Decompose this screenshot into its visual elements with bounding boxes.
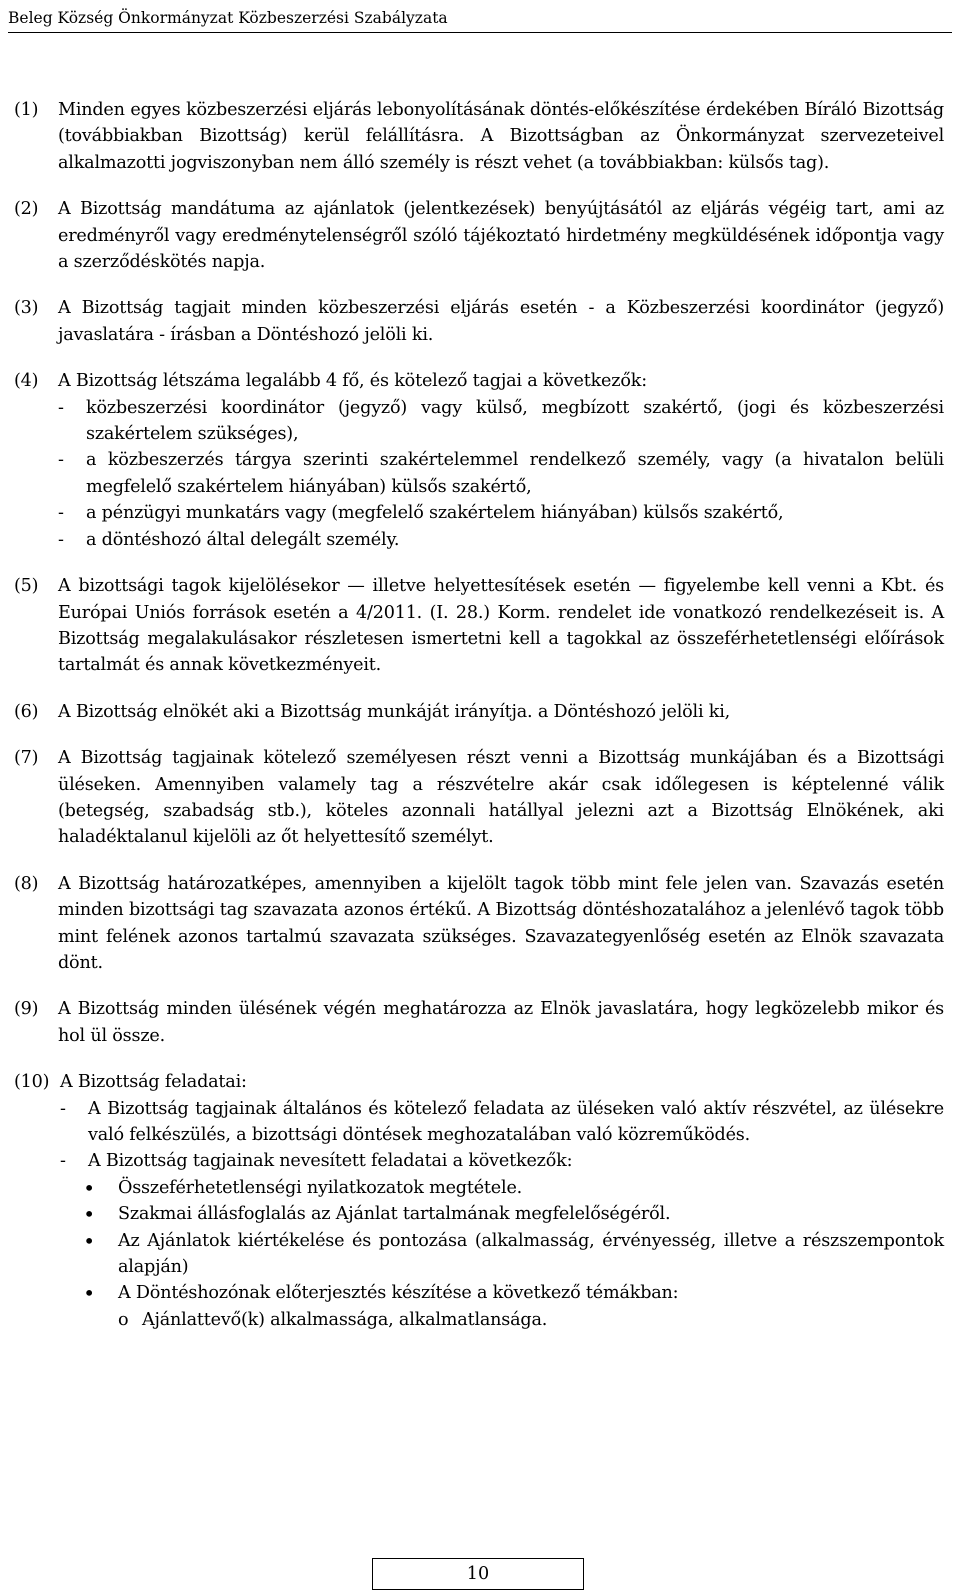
list-item	[58, 500, 944, 526]
paragraph-text: A Bizottság elnökét aki a Bizottság munkáját irányítja. a Döntéshozó jelöli ki,	[58, 701, 731, 722]
bullet-item	[60, 1228, 944, 1281]
paragraph-number: (6)	[14, 701, 39, 722]
paragraph-text: A bizottsági tagok kijelölésekor — illetve helyettesítések esetén — figyelembe kell venni a Kbt. és Európai Uniós források esetén a 4/2011. (I. 28.) Korm. rendelet ide vonatkozó rendelkezéseit is. A Bizottság megalakulásakor részletesen ismertetni kell a tagokkal az összeférhetetlenségi előírások tartalmát és annak következményeit.	[58, 576, 944, 676]
list-item-text: A Bizottság tagjainak általános és kötelező feladata az üléseken való aktív részvétel, az ülésekre való felkészülés, a bizottsági döntések meghozatalában való közreműködés.	[88, 1098, 944, 1145]
list-item-text: a döntéshozó által delegált személy.	[86, 529, 400, 550]
list-item	[60, 1096, 944, 1149]
paragraph-text: A Bizottság tagjait minden közbeszerzési eljárás esetén - a Közbeszerzési koordinátor (jegyző) javaslatára - írásban a Döntéshozó jelöli ki.	[58, 298, 944, 345]
paragraph-number: (9)	[14, 999, 39, 1020]
bullet-text: Az Ajánlatok kiértékelése és pontozása (alkalmasság, érvényesség, illetve a részszempontok alapján)	[118, 1230, 944, 1278]
dash-marker: -	[58, 397, 64, 418]
list-item	[60, 1148, 944, 1174]
paragraph-number: (4)	[14, 371, 39, 392]
dash-marker: -	[58, 450, 64, 471]
bullet-icon: •	[83, 1202, 95, 1227]
paragraph-text: A Bizottság határozatképes, amennyiben a kijelölt tagok több mint fele jelen van. Szavazás esetén minden bizottsági tag szavazata azonos értékű. A Bizottság döntéshozatalához a jelenlévő tagok több mint felének azonos tartalmú szavazata szükséges. Szavazategyenlőség esetén az Elnök szavazata dönt.	[58, 873, 944, 973]
bullet-text: Szakmai állásfoglalás az Ajánlat tartalmának megfelelőségéről.	[118, 1204, 671, 1225]
bullet-item	[60, 1175, 944, 1201]
bullet-icon: •	[83, 1228, 95, 1253]
paragraph-8	[14, 871, 944, 977]
sub-list-item	[118, 1307, 944, 1333]
paragraph-number: (5)	[14, 576, 39, 597]
paragraph-6	[14, 699, 944, 725]
paragraph-number: (10)	[14, 1072, 50, 1093]
paragraph-text: A Bizottság mandátuma az ajánlatok (jelentkezések) benyújtásától az eljárás végéig tart, ami az eredményről vagy eredménytelenségről szóló tájékoztató hirdetmény megküldésének időpontja vagy a szerződéskötés napja.	[58, 199, 944, 273]
paragraph-2	[14, 196, 944, 275]
page-header: Beleg Község Önkormányzat Közbeszerzési Szabályzata	[8, 8, 952, 33]
paragraph-9	[14, 996, 944, 1049]
circle-bullet-icon: o	[118, 1309, 129, 1330]
list-item	[58, 527, 944, 553]
paragraph-number: (1)	[14, 100, 39, 120]
document-body	[14, 97, 944, 1353]
bullet-text: Összeférhetetlenségi nyilatkozatok megtétele.	[118, 1177, 523, 1198]
dash-marker: -	[60, 1151, 66, 1172]
paragraph-text: A Bizottság létszáma legalább 4 fő, és kötelező tagjai a következők:	[58, 371, 647, 392]
paragraph-1	[14, 97, 944, 176]
dash-marker: -	[58, 503, 64, 524]
list-item-text: A Bizottság tagjainak nevesített feladatai a következők:	[88, 1151, 573, 1172]
paragraph-number: (2)	[14, 199, 39, 220]
list-item-text: a közbeszerzés tárgya szerinti szakértelemmel rendelkező személy, vagy (a hivatalon belüli megfelelő szakértelem hiányában) külsős szakértő,	[86, 450, 944, 497]
bullet-icon: •	[83, 1175, 95, 1200]
bullet-icon: •	[83, 1281, 95, 1306]
page-number: 10	[372, 1558, 584, 1590]
sub-list-item-text: Ajánlattevő(k) alkalmassága, alkalmatlansága.	[142, 1309, 548, 1330]
bullet-item	[60, 1280, 944, 1306]
paragraph-text: A Bizottság feladatai:	[60, 1072, 247, 1093]
paragraph-5	[14, 573, 944, 679]
paragraph-7	[14, 745, 944, 851]
paragraph-4	[14, 368, 944, 553]
paragraph-3	[14, 295, 944, 348]
paragraph-10	[14, 1069, 944, 1333]
paragraph-text: A Bizottság minden ülésének végén meghatározza az Elnök javaslatára, hogy legközelebb mikor és hol ül össze.	[58, 999, 944, 1046]
dash-marker: -	[58, 529, 64, 550]
list-item-text: közbeszerzési koordinátor (jegyző) vagy külső, megbízott szakértő, (jogi és közbeszerzési szakértelem szükséges),	[86, 397, 944, 445]
list-item	[58, 395, 944, 448]
bullet-item	[60, 1201, 944, 1227]
paragraph-number: (8)	[14, 873, 39, 894]
paragraph-number: (3)	[14, 298, 39, 319]
paragraph-text: Minden egyes közbeszerzési eljárás lebonyolításának döntés-előkészítése érdekében Bíráló Bizottság (továbbiakban Bizottság) kerül felállításra. A Bizottságban az Önkormányzat szervezeteivel alkalmazotti jogviszonyban nem álló személy is részt vehet (a továbbiakban: külsős tag).	[58, 100, 944, 173]
paragraph-text: A Bizottság tagjainak kötelező személyesen részt venni a Bizottság munkájában és a Bizottsági üléseken. Amennyiben valamely tag a részvételre akár csak időlegesen is képtelenné válik (betegség, szabadság stb.), köteles azonnali hatállyal jelezni azt a Bizottság Elnökének, aki haladéktalanul kijelöli az őt helyettesítő személyt.	[58, 748, 944, 848]
dash-marker: -	[60, 1098, 66, 1119]
bullet-text: A Döntéshozónak előterjesztés készítése a következő témákban:	[118, 1283, 679, 1304]
paragraph-number: (7)	[14, 748, 39, 769]
list-item-text: a pénzügyi munkatárs vagy (megfelelő szakértelem hiányában) külsős szakértő,	[86, 503, 784, 524]
list-item	[58, 447, 944, 500]
